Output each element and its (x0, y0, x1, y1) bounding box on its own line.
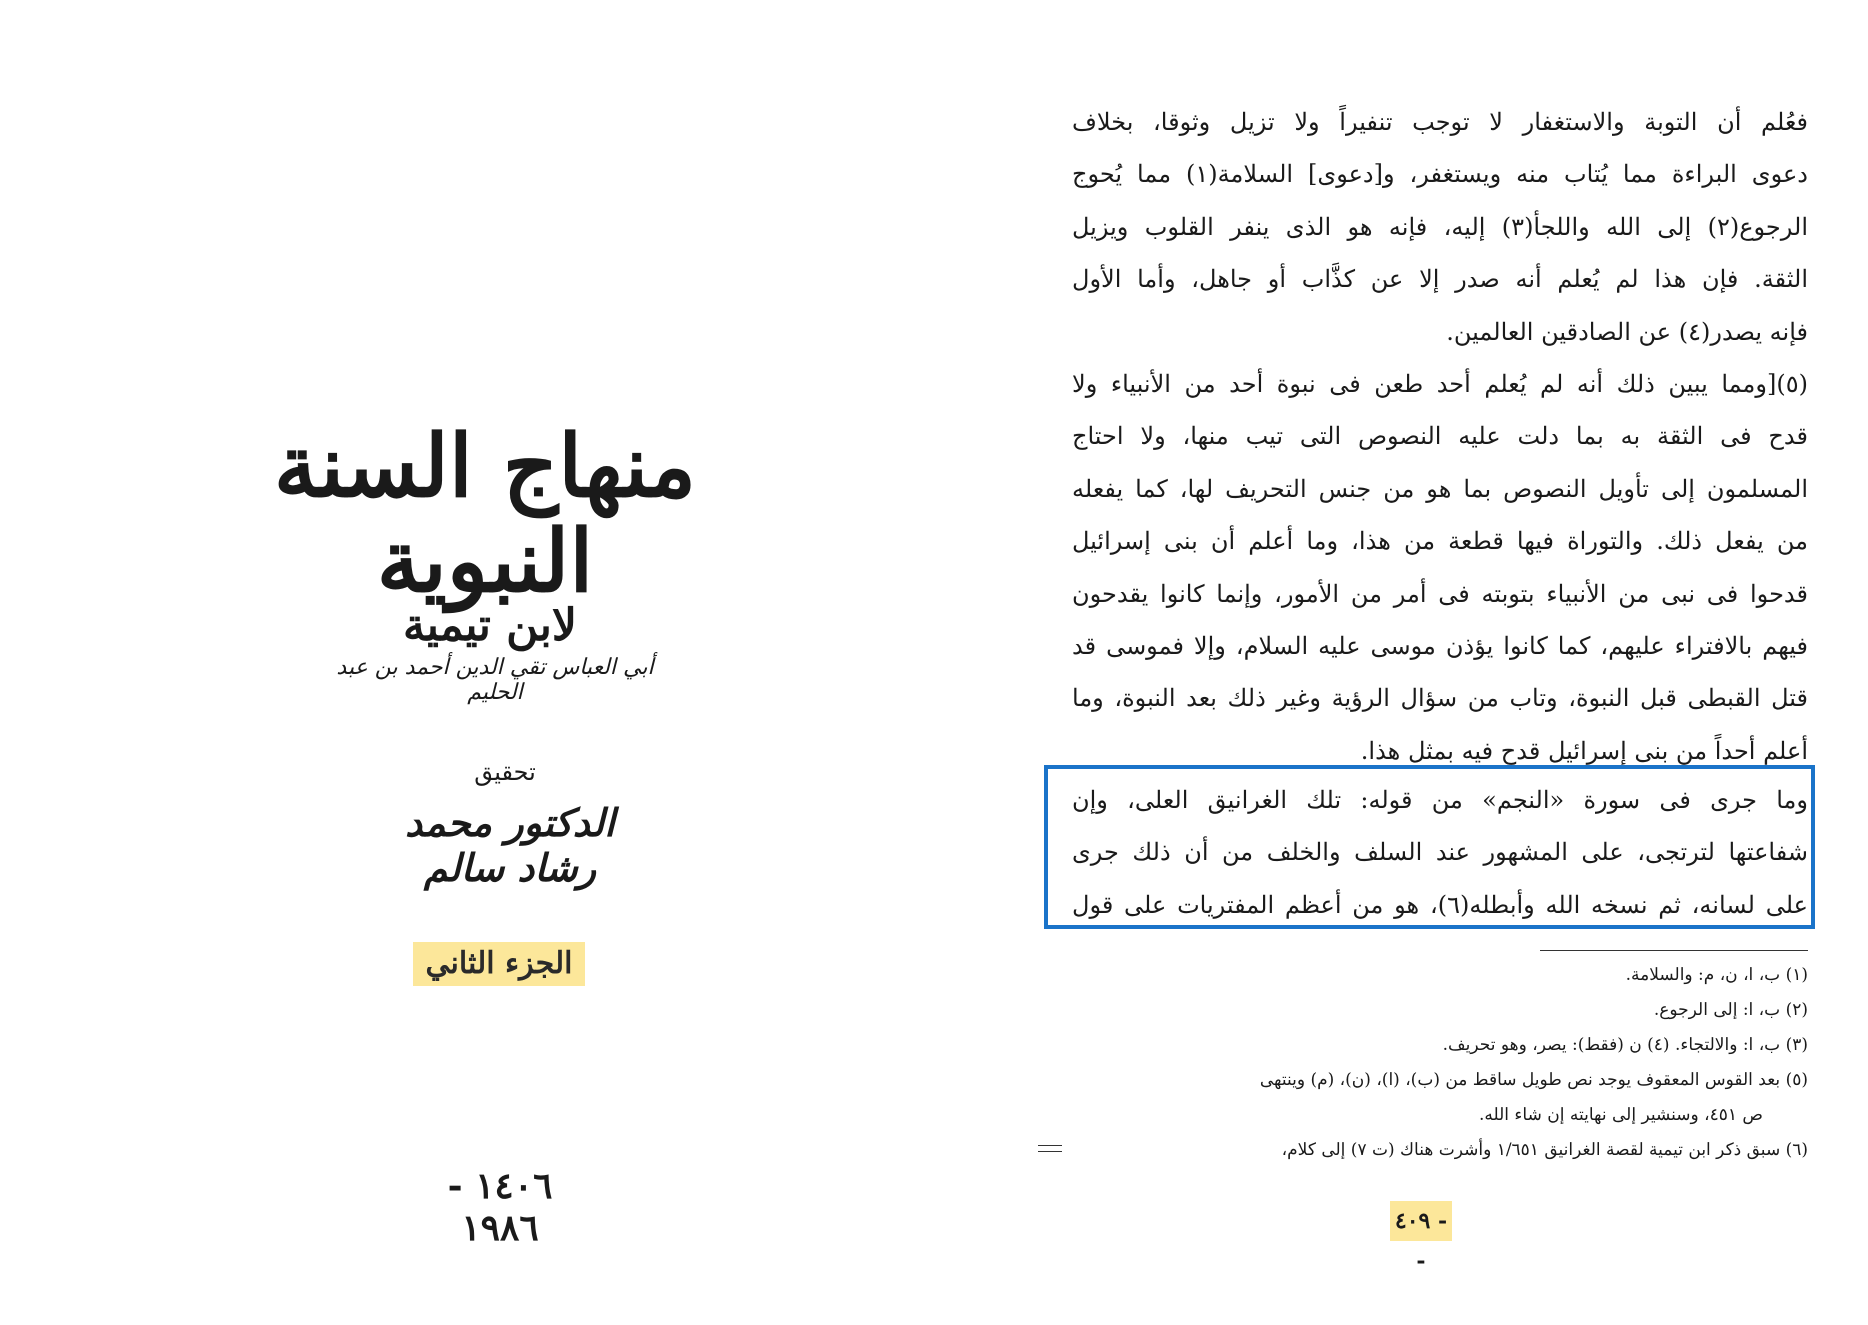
text-line: قدح فى الثقة به بما دلت عليه النصوص التى تيب منها، ولا احتاج (1072, 422, 1808, 451)
body-text (1072, 96, 1808, 777)
footnote: (٣) ب، ا: والالتجاء. (٤) ن (فقط): يصر، وهو تحريف. (1442, 1035, 1808, 1055)
highlighted-passage (1072, 774, 1808, 931)
text-line: المسلمون إلى تأويل النصوص بما هو من جنس التحريف لها، كما يفعله (1072, 474, 1808, 503)
footnote-continuation: ص ٤٥١، وسنشير إلى نهايته إن شاء الله. (1478, 1105, 1763, 1125)
page-number: - ٤٠٩ - (1390, 1201, 1452, 1241)
volume-label: الجزء الثاني (413, 942, 585, 986)
text-line: أعلم أحداً من بنى إسرائيل قدح فيه بمثل هذا. (1360, 736, 1808, 765)
footnote: (٢) ب، ا: إلى الرجوع. (1653, 1000, 1808, 1020)
editor-label: تحقيق (474, 758, 536, 786)
text-page (1030, 0, 1868, 1325)
book-title: منهاج السنة النبوية (273, 416, 697, 612)
text-line: (٥)[ومما يبين ذلك أنه لم يُعلم أحد طعن فى نبوة أحد من الأنبياء ولا (1072, 369, 1808, 398)
editor-name: الدكتور محمد رشاد سالم (405, 800, 615, 890)
boxed-text-line: على لسانه، ثم نسخه الله وأبطله(٦)، هو من أعظم المفتريات على قول (1072, 890, 1808, 919)
author-name: لابن تيمية (403, 600, 577, 651)
footnote-divider (1540, 950, 1808, 951)
footnote: (١) ب، ا، ن، م: والسلامة. (1625, 965, 1808, 985)
publication-year: ١٤٠٦ - ١٩٨٦ (447, 1165, 553, 1249)
text-line: فعُلم أن التوبة والاستغفار لا توجب تنفيراً ولا تزيل وثوقا، بخلاف (1072, 108, 1808, 136)
text-line: الرجوع(٢) إلى الله واللجأ(٣) إليه، فإنه هو الذى ينفر القلوب ويزيل (1072, 212, 1808, 241)
boxed-text-line: شفاعتها لترتجى، على المشهور عند السلف والخلف من أن ذلك جرى (1072, 838, 1808, 867)
text-line: من يفعل ذلك. والتوراة فيها قطعة من هذا، وما أعلم أن بنى إسرائيل (1072, 527, 1808, 556)
boxed-text-line: وما جرى فى سورة «النجم» من قوله: تلك الغرانيق العلى، وإن (1072, 786, 1808, 814)
text-line: قدحوا فى نبى من الأنبياء بتوبته فى أمر من الأمور، وإنما كانوا يقدحون (1072, 579, 1808, 608)
footnotes (1072, 958, 1808, 1168)
text-line: الثقة. فإن هذا لم يُعلم أنه صدر إلا عن كذَّاب أو جاهل، وأما الأول (1072, 265, 1808, 294)
text-line: فيهم بالافتراء عليهم، كما كانوا يؤذن موسى عليه السلام، وإلا فموسى قد (1072, 631, 1808, 660)
author-full-name: أبي العباس تقي الدين أحمد بن عبد الحليم (336, 655, 654, 705)
footnote: (٦) سبق ذكر ابن تيمية لقصة الغرانيق ١/٦٥١ وأشرت هناك (ت ٧) إلى كلام، (1281, 1140, 1808, 1160)
text-line: دعوى البراءة مما يُتاب منه ويستغفر، و[دعوى] السلامة(١) مما يُحوج (1072, 160, 1808, 189)
text-line: فإنه يصدر(٤) عن الصادقين العالمين. (1446, 317, 1808, 346)
continuation-mark (1038, 1145, 1062, 1152)
footnote: (٥) بعد القوس المعقوف يوجد نص طويل ساقط من (ب)، (ا)، (ن)، (م) وينتهى (1259, 1070, 1808, 1090)
text-line: قتل القبطى قبل النبوة، وتاب من سؤال الرؤية وغير ذلك بعد النبوة، وما (1072, 684, 1808, 713)
